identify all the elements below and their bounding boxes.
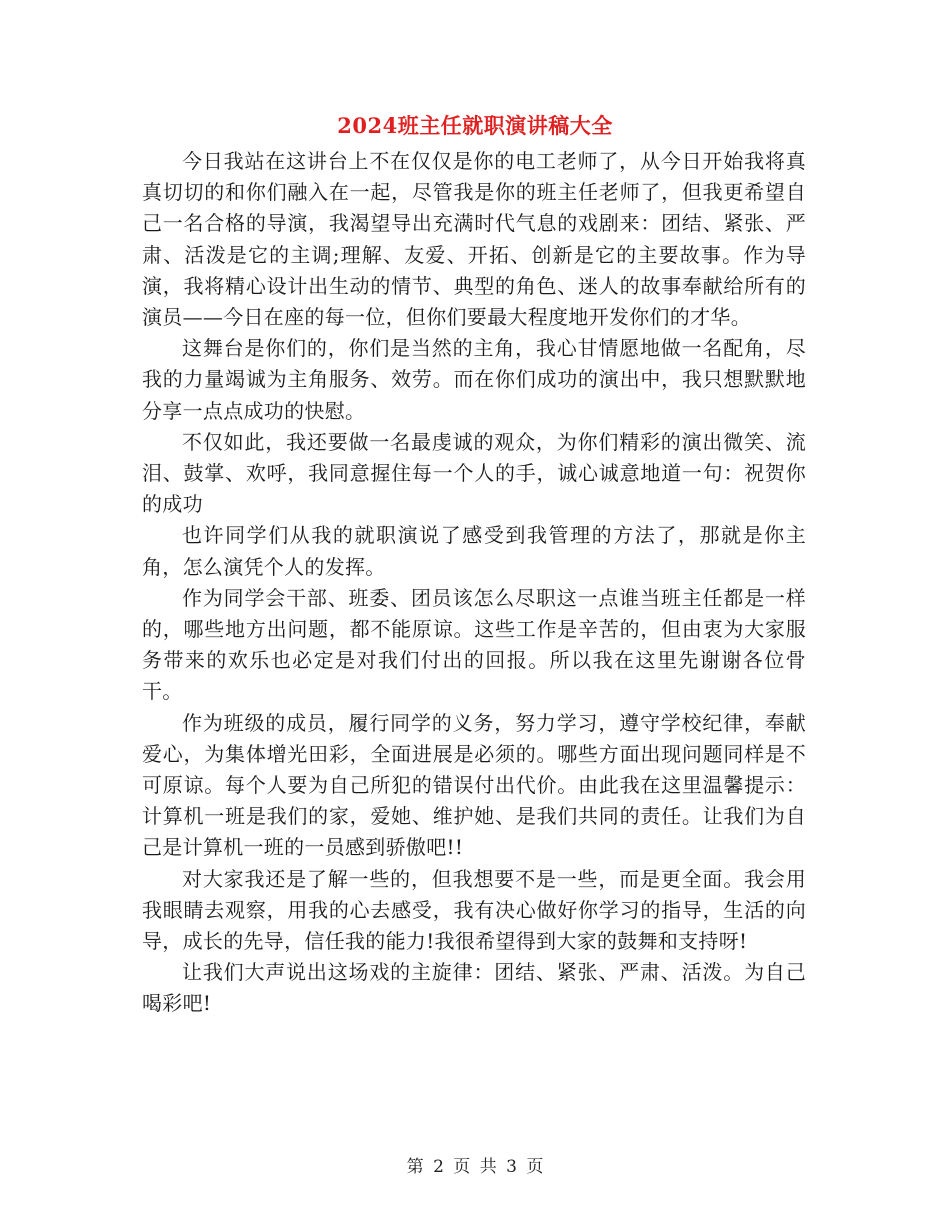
paragraph: 作为班级的成员，履行同学的义务，努力学习，遵守学校纪律，奉献爱心，为集体增光田彩，全面进展是必须的。哪些方面出现问题同样是不可原谅。每个人要为自己所犯的错误付出代价。由此我在这里温馨提示：计算机一班是我们的家，爱她、维护她、是我们共同的责任。让我们为自己是计算机一班的一员感到骄傲吧!! [142, 710, 806, 860]
document-title: 2024班主任就职演讲稿大全 [337, 113, 613, 138]
paragraph: 也许同学们从我的就职演说了感受到我管理的方法了，那就是你主角，怎么演凭个人的发挥。 [142, 523, 806, 579]
paragraph: 今日我站在这讲台上不在仅仅是你的电工老师了，从今日开始我将真真切切的和你们融入在一起，尽管我是你的班主任老师了，但我更希望自己一名合格的导演，我渴望导出充满时代气息的戏剧来：团结、紧张、严肃、活泼是它的主调;理解、友爱、开拓、创新是它的主要故事。作为导演，我将精心设计出生动的情节、典型的角色、迷人的故事奉献给所有的演员——今日在座的每一位，但你们要最大程度地开发你们的才华。 [142, 149, 806, 330]
paragraph: 不仅如此，我还要做一名最虔诚的观众，为你们精彩的演出微笑、流泪、鼓掌、欢呼，我同意握住每一个人的手，诚心诚意地道一句：祝贺你的成功 [142, 429, 806, 517]
paragraph: 作为同学会干部、班委、团员该怎么尽职这一点谁当班主任都是一样的，哪些地方出问题，都不能原谅。这些工作是辛苦的，但由衷为大家服务带来的欢乐也必定是对我们付出的回报。所以我在这里先谢谢各位骨干。 [142, 585, 806, 704]
page-footer: 第 2 页 共 3 页 [406, 1157, 544, 1177]
paragraph: 对大家我还是了解一些的，但我想要不是一些，而是更全面。我会用我眼睛去观察，用我的心去感受，我有决心做好你学习的指导，生活的向导，成长的先导，信任我的能力!我很希望得到大家的鼓舞和支持呀! [142, 866, 806, 954]
document-body [142, 146, 806, 1020]
paragraph: 让我们大声说出这场戏的主旋律：团结、紧张、严肃、活泼。为自己喝彩吧! [142, 960, 806, 1016]
paragraph: 这舞台是你们的，你们是当然的主角，我心甘情愿地做一名配角，尽我的力量竭诚为主角服务、效劳。而在你们成功的演出中，我只想默默地分享一点点成功的快慰。 [142, 336, 806, 423]
